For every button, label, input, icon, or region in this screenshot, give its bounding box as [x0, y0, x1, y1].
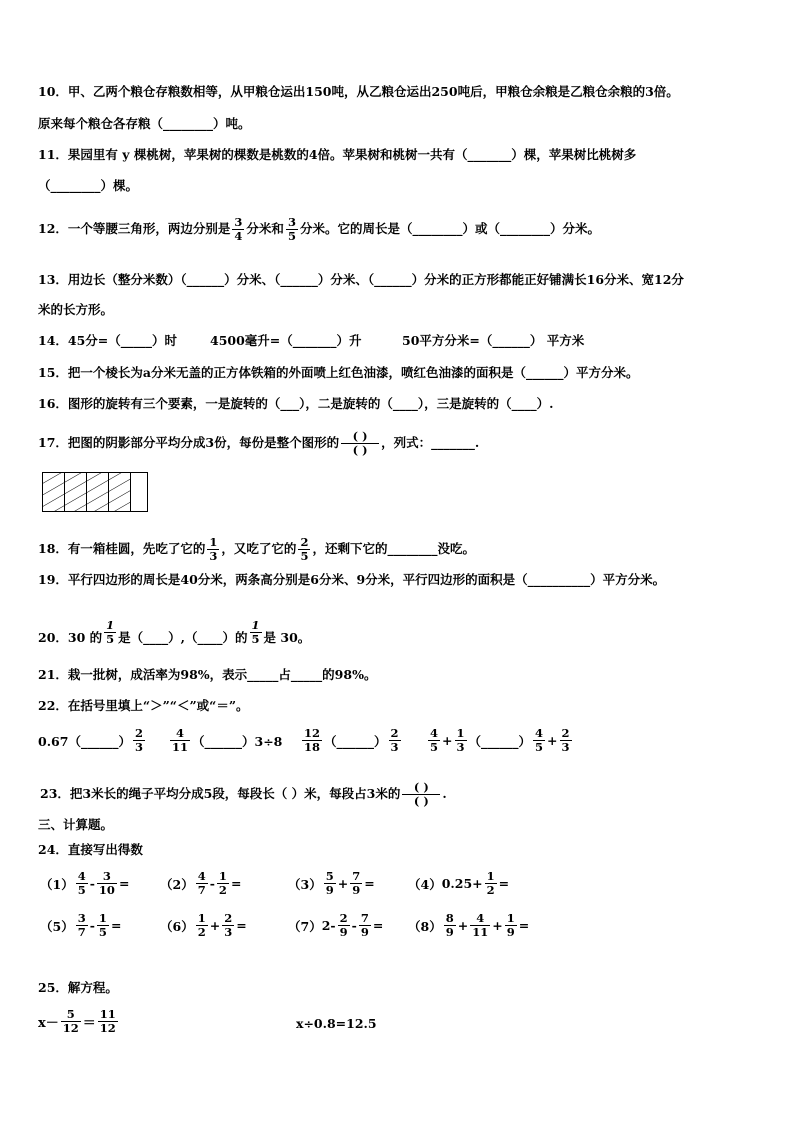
fraction: $\frac{1}{2}$	[218, 869, 227, 897]
operator: =	[118, 876, 130, 891]
question-15: 15．把一个棱长为a分米无盖的正方体铁箱的外面喷上红色油漆，喷红色油漆的面积是（______）平方分米。	[38, 365, 639, 380]
question-17: 17．把图的阴影部分平均分成3份，每份是整个图形的 $\frac{( )}{( )}$ ，列式：_______.	[38, 429, 480, 457]
fraction: $\frac{2}{5}$	[300, 535, 309, 563]
fraction: $\frac{2}{9}$	[339, 911, 348, 939]
fraction: $\frac{1}{9}$	[506, 911, 515, 939]
operator: 0.25+	[441, 876, 483, 891]
question-19: 19．平行四边形的周长是40分米，两条高分别是6分米、9分米，平行四边形的面积是（__________）平方分米。	[38, 572, 666, 587]
operator: =	[372, 918, 384, 933]
item-label: （7）	[288, 918, 322, 934]
question-22-title: 22．在括号里填上“＞”“＜”或“＝”。	[38, 698, 249, 713]
fraction: $\frac{4}{11}$	[472, 911, 489, 939]
compare-item-2: $\frac{4}{11}$ （______）3÷8	[172, 726, 283, 754]
question-11-line1: 11．果园里有 y 棵桃树，苹果树的棵数是桃数的4倍。苹果树和桃树一共有（_______）棵，苹果树比桃树多	[38, 147, 637, 162]
operator: -	[209, 876, 215, 891]
question-18: 18．有一箱桂圆，先吃了它的 $\frac{1}{3}$ ，又吃了它的 $\frac{2}{5}$ ，还剩下它的________没吃。	[38, 535, 475, 563]
operator: +	[492, 918, 503, 933]
question-24-title: 24．直接写出得数	[38, 842, 143, 857]
question-10-line1: 10．甲、乙两个粮仓存粮数相等，从甲粮仓运出150吨，从乙粮仓运出250吨后，甲粮仓余粮是乙粮仓余粮的3倍。	[38, 84, 679, 99]
question-14a: 14．45分=（_____）时	[38, 333, 178, 348]
operator: +	[209, 918, 221, 933]
blank-fraction: $\frac{( )}{( )}$	[402, 781, 440, 808]
mental-math-item	[408, 912, 529, 939]
operator: =	[518, 918, 530, 933]
mental-math-item	[288, 870, 375, 897]
operator: +	[457, 918, 469, 933]
question-21: 21．栽一批树，成活率为98%，表示_____占_____的98%。	[38, 667, 377, 682]
item-label: （5）	[40, 918, 74, 934]
fraction: $\frac{4}{5}$	[77, 869, 86, 897]
fraction: $\frac{8}{9}$	[445, 911, 454, 939]
mental-math-item	[40, 870, 129, 897]
compare-item-4: $\frac{4}{5}$ + $\frac{1}{3}$ （______） $\frac{4}{5}$ + $\frac{2}{3}$	[430, 726, 570, 754]
compare-item-3: $\frac{12}{18}$ （______） $\frac{2}{3}$	[304, 726, 399, 754]
equation-1: x－ $\frac{5}{12}$ ＝ $\frac{11}{12}$	[38, 1007, 116, 1035]
question-23: 23．把3米长的绳子平均分成5段，每段长（ ）米，每段占3米的 $\frac{( )}{( )}$ .	[40, 780, 447, 808]
question-14b: 4500毫升=（_______）升	[210, 333, 362, 348]
equation-2: x÷0.8=12.5	[296, 1016, 377, 1031]
question-13-line2: 米的长方形。	[38, 302, 114, 317]
item-label: （8）	[408, 918, 442, 934]
operator: 2-	[321, 918, 336, 933]
section-heading: 三、计算题。	[38, 817, 114, 832]
fraction: $\frac{7}{9}$	[352, 869, 361, 897]
fraction: $\frac{3}{10}$	[98, 869, 115, 897]
compare-item-1: 0.67（______） $\frac{2}{3}$	[38, 726, 143, 754]
fraction: $\frac{4}{7}$	[197, 869, 206, 897]
item-label: （4）	[408, 876, 442, 892]
fraction: $\frac{1}{5}$	[251, 618, 260, 646]
operator: -	[351, 918, 357, 933]
blank-fraction: $\frac{( )}{( )}$	[341, 430, 379, 457]
item-label: （6）	[160, 918, 194, 934]
fraction: $\frac{1}{5}$	[98, 911, 107, 939]
question-25-title: 25．解方程。	[38, 980, 118, 995]
mental-math-item	[160, 870, 241, 897]
item-label: （3）	[288, 876, 322, 892]
mental-math-item	[408, 870, 509, 897]
fraction: $\frac{5}{9}$	[325, 869, 334, 897]
item-label: （1）	[40, 876, 74, 892]
fraction: $\frac{1}{5}$	[106, 618, 115, 646]
operator: =	[364, 876, 375, 891]
operator: +	[337, 876, 349, 891]
question-13-line1: 13．用边长（整分米数）（______）分米、（______）分米、（______）分米的正方形都能正好铺满长16分米、宽12分	[38, 272, 684, 287]
mental-math-item	[160, 912, 247, 939]
mental-math-item	[40, 912, 121, 939]
operator: -	[89, 876, 95, 891]
question-14c: 50平方分米=（______） 平方米	[402, 333, 585, 348]
fraction: $\frac{3}{5}$	[287, 215, 296, 243]
fraction: $\frac{1}{2}$	[197, 911, 206, 939]
operator: =	[110, 918, 122, 933]
operator: -	[89, 918, 95, 933]
mental-math-item	[288, 912, 383, 939]
fraction: $\frac{1}{3}$	[209, 535, 218, 563]
fraction: $\frac{3}{4}$	[234, 215, 243, 243]
question-20: 20．30 的 $\frac{1}{5}$ 是（____）,（____）的 $\frac{1}{5}$ 是 30。	[38, 618, 311, 646]
question-11-line2: （________）棵。	[38, 178, 139, 193]
question-16: 16．图形的旋转有三个要素，一是旋转的（___），二是旋转的（____），三是旋转的（____）.	[38, 396, 554, 411]
question-10-line2: 原来每个粮仓各存粮（________）吨。	[38, 116, 251, 131]
fraction: $\frac{2}{3}$	[224, 911, 233, 939]
item-label: （2）	[160, 876, 194, 892]
fraction: $\frac{1}{2}$	[486, 869, 495, 897]
fraction: $\frac{7}{9}$	[360, 911, 369, 939]
fraction: $\frac{3}{7}$	[77, 911, 86, 939]
operator: =	[230, 876, 242, 891]
operator: =	[236, 918, 247, 933]
question-12: 12．一个等腰三角形，两边分别是 $\frac{3}{4}$ 分米和 $\frac{3}{5}$ 分米。它的周长是（________）或（________）分米。	[38, 215, 600, 243]
hatched-rectangle-figure	[42, 472, 148, 512]
operator: =	[498, 876, 510, 891]
